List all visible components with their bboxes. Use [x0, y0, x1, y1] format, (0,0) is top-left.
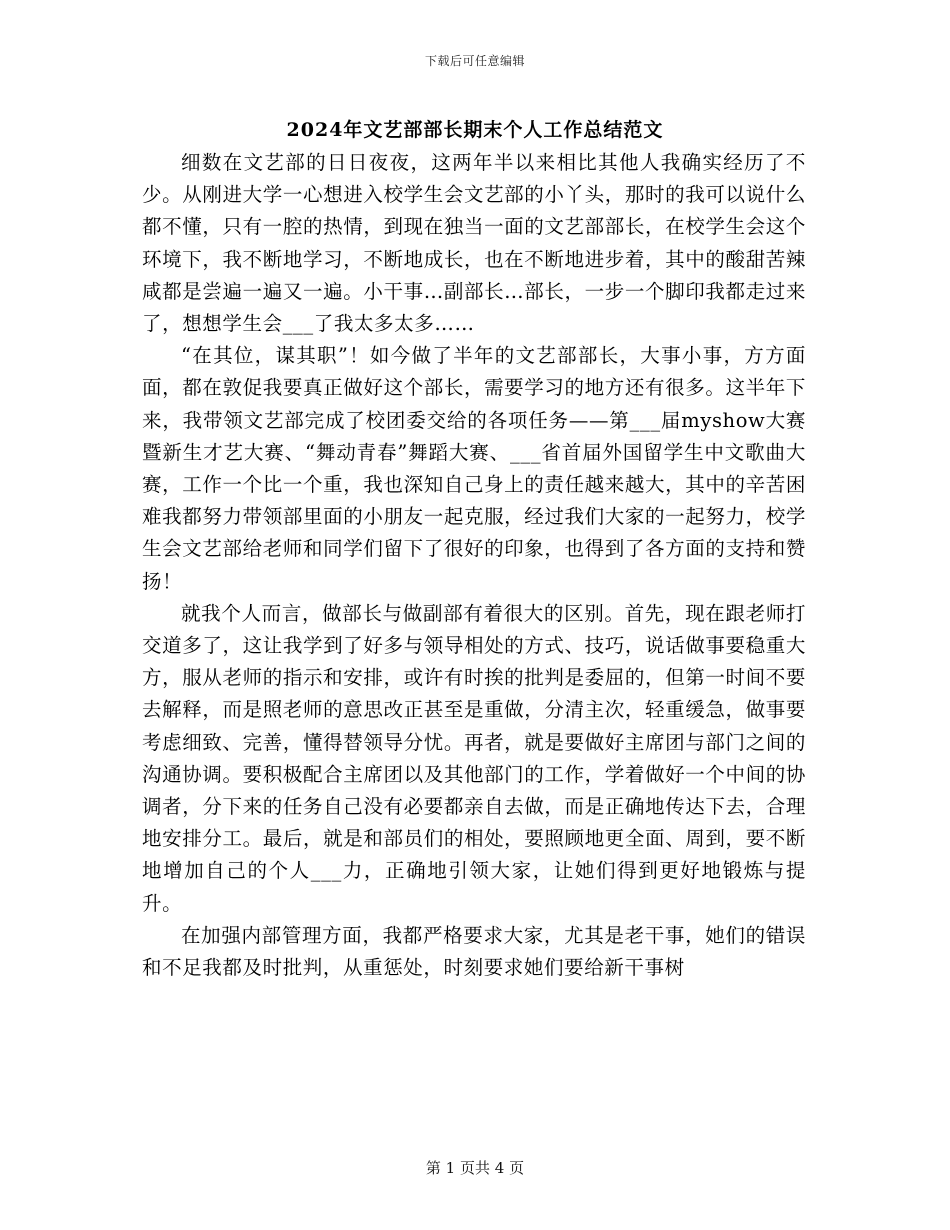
document-body	[142, 147, 806, 984]
paragraph: “在其位，谋其职”！如今做了半年的文艺部部长，大事小事，方方面面，都在敦促我要真正做好这个部长，需要学习的地方还有很多。这半年下来，我带领文艺部完成了校团委交给的各项任务——第___届myshow大赛暨新生才艺大赛、“舞动青春”舞蹈大赛、___省首届外国留学生中文歌曲大赛，工作一个比一个重，我也深知自己身上的责任越来越大，其中的辛苦困难我都努力带领部里面的小朋友一起克服，经过我们大家的一起努力，校学生会文艺部给老师和同学们留下了很好的印象，也得到了各方面的支持和赞扬！	[142, 344, 806, 593]
paragraph: 在加强内部管理方面，我都严格要求大家，尤其是老干事，她们的错误和不足我都及时批判，从重惩处，时刻要求她们要给新干事树	[142, 923, 806, 980]
page-header-note: 下载后可任意编辑	[424, 54, 525, 68]
document-title: 2024年文艺部部长期末个人工作总结范文	[286, 119, 664, 141]
paragraph: 细数在文艺部的日日夜夜，这两年半以来相比其他人我确实经历了不少。从刚进大学一心想进入校学生会文艺部的小丫头，那时的我可以说什么都不懂，只有一腔的热情，到现在独当一面的文艺部部长，在校学生会这个环境下，我不断地学习，不断地成长，也在不断地进步着，其中的酸甜苦辣咸都是尝遍一遍又一遍。小干事…副部长…部长，一步一个脚印我都走过来了，想想学生会___了我太多太多……	[142, 151, 806, 336]
paragraph: 就我个人而言，做部长与做副部有着很大的区别。首先，现在跟老师打交道多了，这让我学到了好多与领导相处的方式、技巧，说话做事要稳重大方，服从老师的指示和安排，或许有时挨的批判是委屈的，但第一时间不要去解释，而是照老师的意思改正甚至是重做，分清主次，轻重缓急，做事要考虑细致、完善，懂得替领导分忧。再者，就是要做好主席团与部门之间的沟通协调。要积极配合主席团以及其他部门的工作，学着做好一个中间的协调者，分下来的任务自己没有必要都亲自去做，而是正确地传达下去，合理地安排分工。最后，就是和部员们的相处，要照顾地更全面、周到，要不断地增加自己的个人___力，正确地引领大家，让她们得到更好地锻炼与提升。	[142, 601, 806, 915]
page-footer-number: 第 1 页共 4 页	[425, 1159, 525, 1177]
